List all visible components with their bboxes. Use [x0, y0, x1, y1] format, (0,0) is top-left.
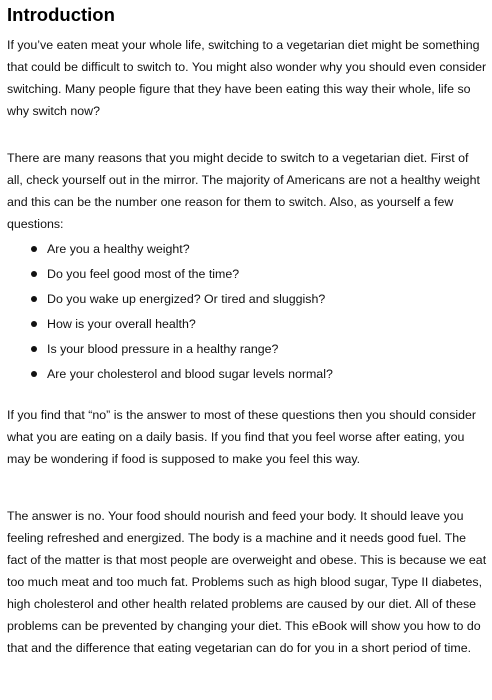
document-page	[7, 0, 489, 655]
list-item	[7, 337, 487, 362]
bullet-icon	[31, 246, 37, 252]
bullet-icon	[31, 371, 37, 377]
list-item-text: Are your cholesterol and blood sugar levels normal?	[47, 367, 333, 381]
list-item	[7, 262, 487, 287]
intro-paragraph-2: There are many reasons that you might decide to switch to a vegetarian diet. First of all, check yourself out in the mirror. The majority of Americans are not a healthy weight and this can be the number one reason for them to switch. Also, as yourself a few questions:	[7, 151, 480, 231]
list-item	[7, 237, 487, 262]
bullet-icon	[31, 296, 37, 302]
intro-paragraph-1: If you’ve eaten meat your whole life, switching to a vegetarian diet might be something that could be difficult to switch to. You might also wonder why you should even consider switching. Many people figure that they have been eating this way their whole, life so why switch now?	[7, 38, 487, 118]
list-item-text: Do you feel good most of the time?	[47, 267, 240, 281]
list-item-text: Do you wake up energized? Or tired and sluggish?	[47, 292, 326, 306]
page-title: Introduction	[7, 4, 115, 25]
bullet-icon	[31, 346, 37, 352]
list-item	[7, 287, 487, 312]
bullet-icon	[31, 271, 37, 277]
list-item-text: Are you a healthy weight?	[47, 242, 190, 256]
bullet-icon	[31, 321, 37, 327]
list-item	[7, 362, 487, 387]
intro-paragraph-4: The answer is no. Your food should nourish and feed your body. It should leave you feeling refreshed and energized. The body is a machine and it needs good fuel. The fact of the matter is that most people are overweight and obese. This is because we eat too much meat and too much fat. Problems such as high blood sugar, Type II diabetes, high cholesterol and other health related problems are caused by our diet. All of these problems can be prevented by changing your diet. This eBook will show you how to do that and the difference that eating vegetarian can do for you in a short period of time.	[7, 509, 487, 655]
list-item	[7, 312, 487, 337]
list-item-text: How is your overall health?	[47, 317, 196, 331]
questions-list	[7, 237, 487, 387]
list-item-text: Is your blood pressure in a healthy range?	[47, 342, 279, 356]
intro-paragraph-3: If you find that “no” is the answer to most of these questions then you should consider what you are eating on a daily basis. If you find that you feel worse after eating, you may be wondering if food is supposed to make you feel this way.	[7, 408, 477, 466]
